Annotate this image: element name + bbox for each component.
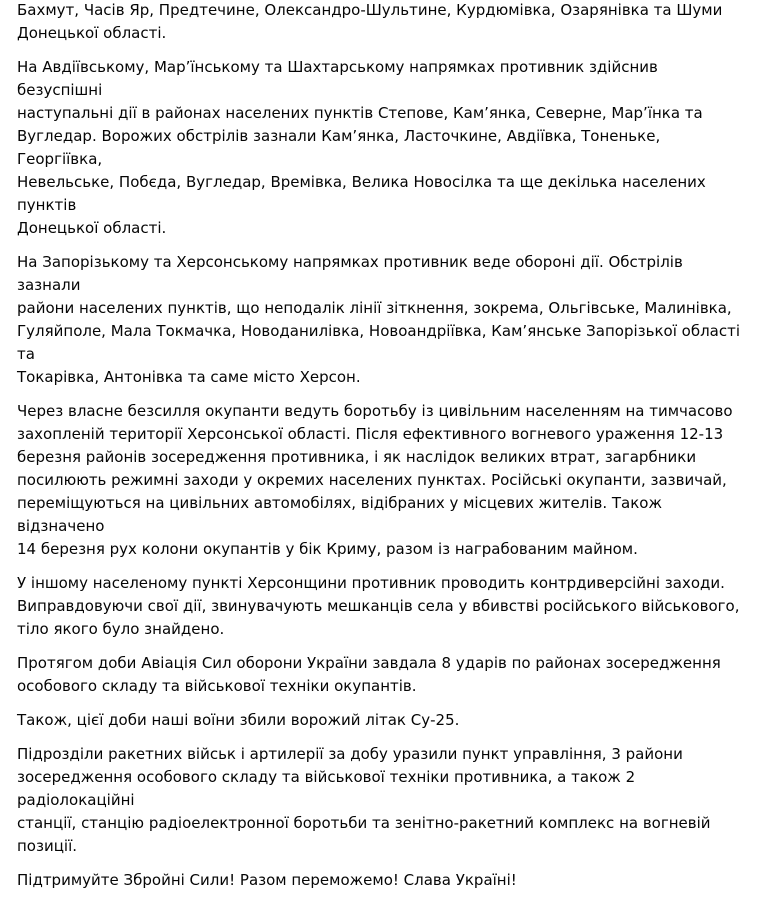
- post-body: [17, 0, 747, 903]
- post-paragraph-3: На Запорізькому та Херсонському напрямках противник веде обороні дії. Обстрілів зазнали райони населених пунктів, що неподалік лінії зіткнення, зокрема, Ольгівське, Малинівка, Гуляйполе, Мала Токмачка, Новоданилівка, Новоандріївка, Кам’янське Запорізької області та Токарівка, Антонівка та саме місто Херсон.: [17, 253, 740, 386]
- post-paragraph-4: Через власне безсилля окупанти ведуть боротьбу із цивільним населенням на тимчасово захопленій території Херсонської області. Після ефективного вогневого ураження 12-13 березня районів зосередження противника, і як наслідок великих втрат, загарбники посилюють режимні заходи у окремих населених пунктах. Російські окупанти, зазвичай, переміщуються на цивільних автомобілях, відібраних у місцевих жителів. Також відзначено 14 березня рух колони окупантів у бік Криму, разом із награбованим майном.: [17, 402, 733, 558]
- post-paragraph-7: Також, цієї доби наші воїни збили ворожий літак Су-25.: [17, 711, 460, 729]
- post-paragraph-9: Підтримуйте Збройні Сили! Разом переможемо! Слава Україні!: [17, 871, 517, 889]
- post-paragraph-8: Підрозділи ракетних військ і артилерії за добу уразили пункт управління, 3 райони зосередження особового складу та військової техніки противника, а також 2 радіолокаційні станції, станцію радіоелектронної боротьби та зенітно-ракетний комплекс на вогневій позиції.: [17, 745, 711, 855]
- post-paragraph-1: Бахмут, Часів Яр, Предтечине, Олександро-Шультине, Курдюмівка, Озарянівка та Шуми Донецької області.: [17, 1, 723, 42]
- post-paragraph-6: Протягом доби Авіація Сил оборони України завдала 8 ударів по районах зосередження особового складу та військової техніки окупантів.: [17, 654, 721, 695]
- post-paragraph-2: На Авдіївському, Мар’їнському та Шахтарському напрямках противник здійснив безуспішні наступальні дії в районах населених пунктів Степове, Кам’янка, Северне, Мар’їнка та Вугледар. Ворожих обстрілів зазнали Кам’янка, Ласточкине, Авдіївка, Тоненьке, Георгіївка, Невельське, Побєда, Вугледар, Времівка, Велика Новосілка та ще декілька населених пунктів Донецької області.: [17, 58, 706, 237]
- post-paragraph-5: У іншому населеному пункті Херсонщини противник проводить контрдиверсійні заходи. Виправдовуючи свої дії, звинувачують мешканців села у вбивстві російського військового, тіло якого було знайдено.: [17, 574, 740, 638]
